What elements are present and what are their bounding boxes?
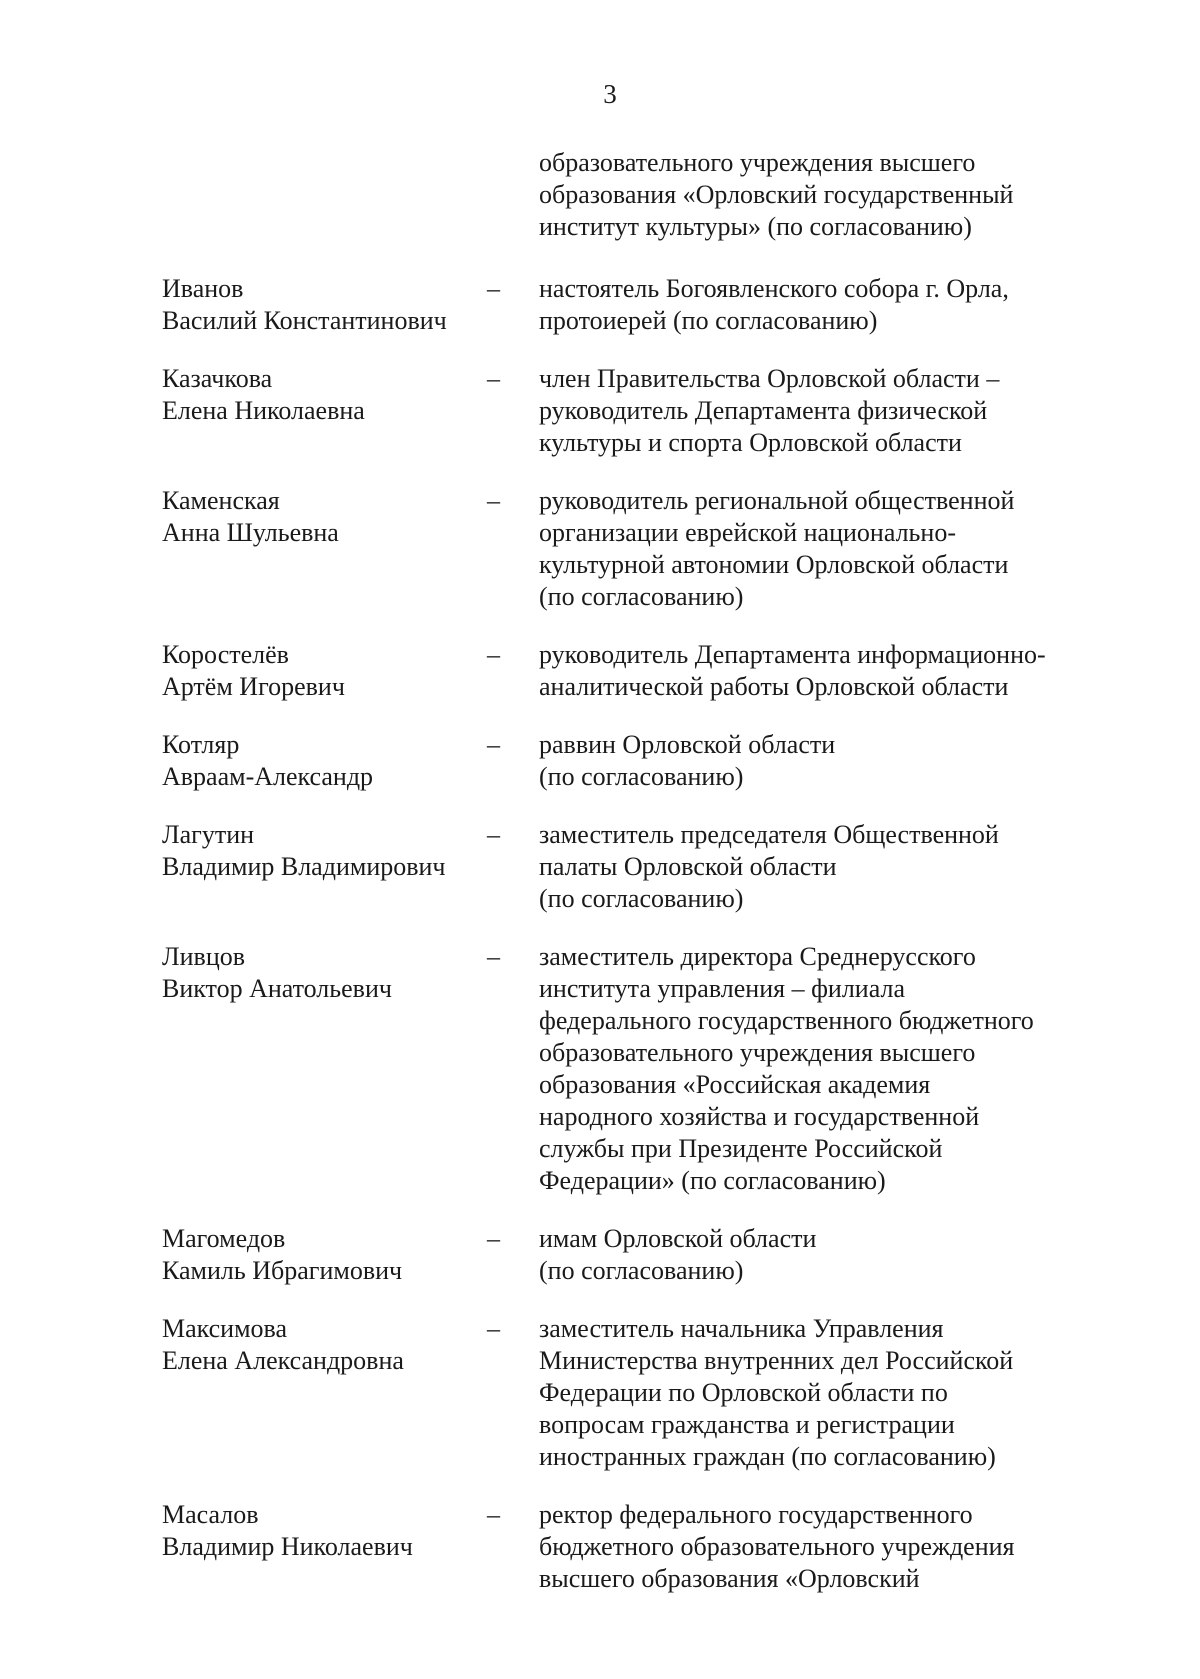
member-description [539, 639, 1069, 703]
member-dash: – [487, 942, 500, 971]
member-entry [162, 363, 1082, 459]
description-line: организации еврейской национально- [539, 518, 956, 547]
member-name [162, 1499, 487, 1563]
description-line: палаты Орловской области [539, 852, 837, 881]
description-line: заместитель директора Среднерусского [539, 942, 976, 971]
member-entry [162, 729, 1082, 793]
description-line: образовательного учреждения высшего [539, 148, 976, 177]
page-number: 3 [603, 79, 617, 109]
description-line: Министерства внутренних дел Российской [539, 1346, 1014, 1375]
member-description [539, 1223, 1069, 1287]
member-name [162, 363, 487, 427]
description-line: вопросам гражданства и регистрации [539, 1410, 955, 1439]
member-entry [162, 639, 1082, 703]
member-name [162, 729, 487, 793]
description-line: образования «Российская академия [539, 1070, 931, 1099]
member-surname: Казачкова [162, 364, 273, 393]
member-given-names: Камиль Ибрагимович [162, 1256, 403, 1285]
member-given-names: Авраам-Александр [162, 762, 374, 791]
member-description [539, 1499, 1069, 1595]
description-line: народного хозяйства и государственной [539, 1102, 980, 1131]
description-line: настоятель Богоявленского собора г. Орла, [539, 274, 1009, 303]
member-dash: – [487, 1314, 500, 1343]
member-description [539, 819, 1069, 915]
member-given-names: Владимир Николаевич [162, 1532, 413, 1561]
member-entry [162, 1499, 1082, 1595]
description-line: бюджетного образовательного учреждения [539, 1532, 1015, 1561]
description-line: службы при Президенте Российской [539, 1134, 943, 1163]
description-line: руководитель региональной общественной [539, 486, 1015, 515]
member-given-names: Артём Игоревич [162, 672, 345, 701]
member-entry [162, 1223, 1082, 1287]
member-given-names: Виктор Анатольевич [162, 974, 392, 1003]
description-line: аналитической работы Орловской области [539, 672, 1009, 701]
member-surname: Лагутин [162, 820, 255, 849]
member-description [539, 273, 1069, 337]
member-dash: – [487, 1500, 500, 1529]
description-line: институт культуры» (по согласованию) [539, 212, 972, 241]
description-line: образовательного учреждения высшего [539, 1038, 976, 1067]
member-name [162, 1313, 487, 1377]
member-entry [162, 485, 1082, 613]
member-dash: – [487, 364, 500, 393]
member-dash: – [487, 820, 500, 849]
member-description [539, 941, 1069, 1197]
member-given-names: Владимир Владимирович [162, 852, 446, 881]
description-line: института управления – филиала [539, 974, 906, 1003]
member-description [539, 363, 1069, 459]
member-name [162, 639, 487, 703]
description-line: имам Орловской области [539, 1224, 817, 1253]
member-surname: Иванов [162, 274, 244, 303]
member-name [162, 485, 487, 549]
description-line: член Правительства Орловской области – [539, 364, 1000, 393]
description-line: протоиерей (по согласованию) [539, 306, 878, 335]
description-line: (по согласованию) [539, 1256, 744, 1285]
member-surname: Магомедов [162, 1224, 286, 1253]
member-given-names: Елена Николаевна [162, 396, 365, 425]
member-name [162, 273, 487, 337]
description-line: заместитель начальника Управления [539, 1314, 944, 1343]
member-description [539, 729, 1069, 793]
member-description [539, 1313, 1069, 1473]
member-given-names: Василий Константинович [162, 306, 447, 335]
member-dash: – [487, 1224, 500, 1253]
member-entry [162, 273, 1082, 337]
member-dash: – [487, 640, 500, 669]
member-surname: Максимова [162, 1314, 288, 1343]
description-line: (по согласованию) [539, 884, 744, 913]
continuation-entry [162, 147, 1082, 243]
member-surname: Каменская [162, 486, 280, 515]
member-name [162, 1223, 487, 1287]
description-line: федерального государственного бюджетного [539, 1006, 1034, 1035]
member-dash: – [487, 486, 500, 515]
member-dash: – [487, 274, 500, 303]
description-line: Федерации по Орловской области по [539, 1378, 948, 1407]
member-name [162, 941, 487, 1005]
member-entry [162, 941, 1082, 1197]
member-surname: Коростелёв [162, 640, 289, 669]
description-line: высшего образования «Орловский [539, 1564, 920, 1593]
member-entry [162, 1313, 1082, 1473]
member-list [162, 147, 1082, 1621]
member-entry [162, 819, 1082, 915]
description-line: руководитель Департамента физической [539, 396, 988, 425]
member-surname: Масалов [162, 1500, 259, 1529]
description-line: раввин Орловской области [539, 730, 836, 759]
description-line: образования «Орловский государственный [539, 180, 1014, 209]
description-line: руководитель Департамента информационно- [539, 640, 1046, 669]
description-line: заместитель председателя Общественной [539, 820, 999, 849]
description-line: (по согласованию) [539, 762, 744, 791]
member-surname: Котляр [162, 730, 240, 759]
description-line: Федерации» (по согласованию) [539, 1166, 886, 1195]
description-line: культурной автономии Орловской области [539, 550, 1009, 579]
description-line: (по согласованию) [539, 582, 744, 611]
member-description [539, 485, 1069, 613]
member-name [162, 819, 487, 883]
member-dash: – [487, 730, 500, 759]
description-line: иностранных граждан (по согласованию) [539, 1442, 996, 1471]
description-line: культуры и спорта Орловской области [539, 428, 962, 457]
description-line: ректор федерального государственного [539, 1500, 973, 1529]
member-surname: Ливцов [162, 942, 246, 971]
member-description [539, 147, 1069, 243]
member-given-names: Елена Александровна [162, 1346, 404, 1375]
member-given-names: Анна Шульевна [162, 518, 339, 547]
